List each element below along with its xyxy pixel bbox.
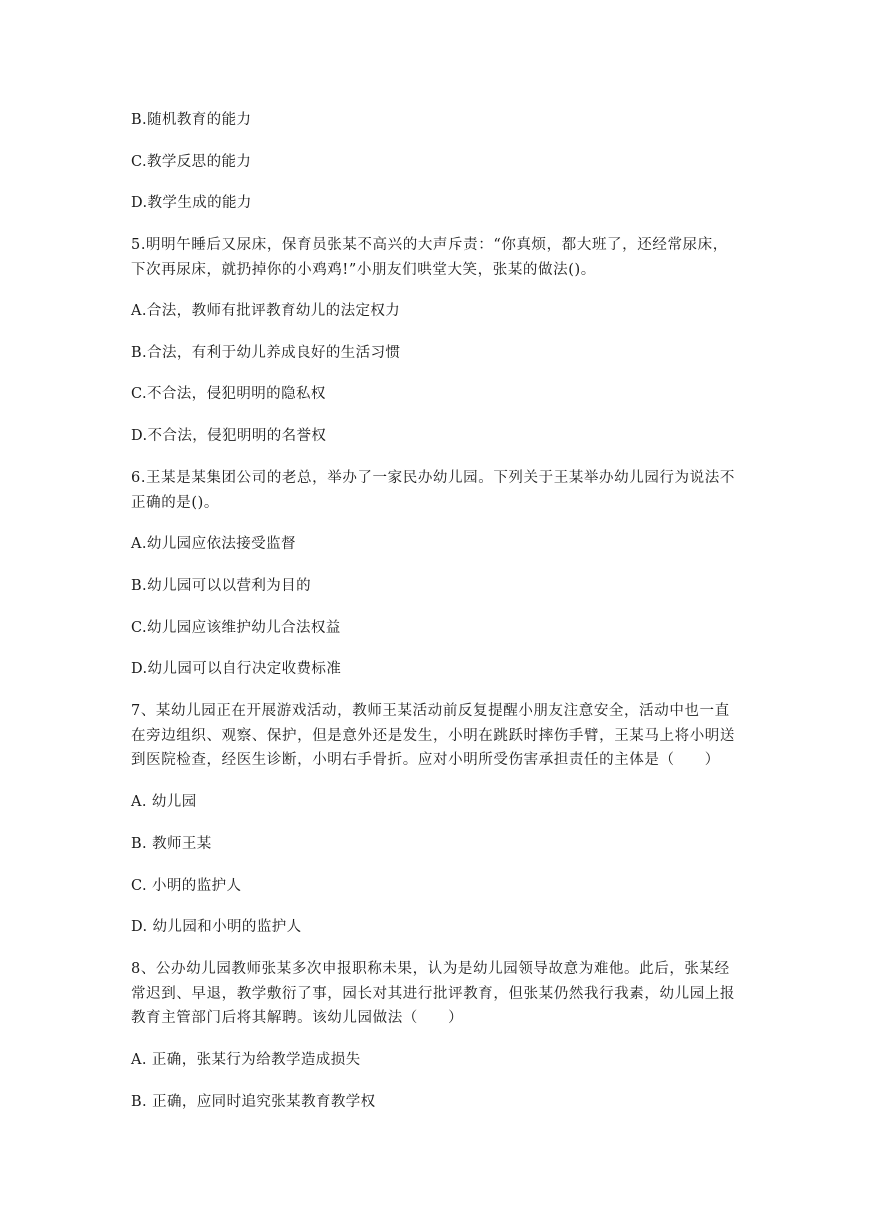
q6-stem-line2: 正确的是()。: [131, 495, 220, 511]
q4-option-b: B.随机教育的能力: [131, 112, 252, 128]
q6-option-a: A.幼儿园应依法接受监督: [131, 536, 296, 552]
q5-stem-line1: 5.明明午睡后又尿床，保育员张某不高兴的大声斥责：“你真烦，都大班了，还经常尿床，: [131, 237, 728, 253]
q5-option-c: C.不合法，侵犯明明的隐私权: [131, 386, 326, 402]
q8-stem-line3: 教育主管部门后将其解聘。该幼儿园做法（ ）: [131, 1010, 464, 1026]
q7-option-d: D. 幼儿园和小明的监护人: [131, 919, 302, 935]
q8-stem-line2: 常迟到、早退，教学敷衍了事，园长对其进行批评教育，但张某仍然我行我素，幼儿园上报: [131, 986, 735, 1002]
q5-option-a: A.合法，教师有批评教育幼儿的法定权力: [131, 303, 401, 319]
q4-option-d: D.教学生成的能力: [131, 195, 252, 211]
q4-option-c: C.教学反思的能力: [131, 154, 252, 170]
q5-option-d: D.不合法，侵犯明明的名誉权: [131, 428, 327, 444]
q7-option-a: A. 幼儿园: [131, 794, 197, 810]
q7-stem-line3: 到医院检查，经医生诊断，小明右手骨折。应对小明所受伤害承担责任的主体是（ ）: [131, 752, 720, 768]
q7-stem-line2: 在旁边组织、观察、保护，但是意外还是发生，小明在跳跃时摔伤手臂，王某马上将小明送: [131, 728, 735, 744]
q6-stem-line1: 6.王某是某集团公司的老总，举办了一家民办幼儿园。下列关于王某举办幼儿园行为说法不: [131, 470, 735, 486]
q8-option-a: A. 正确，张某行为给教学造成损失: [131, 1052, 361, 1068]
q5-option-b: B.合法，有利于幼儿养成良好的生活习惯: [131, 345, 401, 361]
q6-option-c: C.幼儿园应该维护幼儿合法权益: [131, 620, 341, 636]
q8-stem-line1: 8、公办幼儿园教师张某多次申报职称未果，认为是幼儿园领导故意为难他。此后，张某经: [131, 961, 730, 977]
q6-option-d: D.幼儿园可以自行决定收费标准: [131, 661, 342, 677]
q7-option-c: C. 小明的监护人: [131, 878, 242, 894]
q6-option-b: B.幼儿园可以以营利为目的: [131, 578, 311, 594]
q7-stem-line1: 7、某幼儿园正在开展游戏活动，教师王某活动前反复提醒小朋友注意安全，活动中也一直: [131, 703, 730, 719]
q7-option-b: B. 教师王某: [131, 836, 212, 852]
q5-stem-line2: 下次再尿床，就扔掉你的小鸡鸡!”小朋友们哄堂大笑，张某的做法()。: [131, 262, 596, 278]
q8-option-b: B. 正确，应同时追究张某教育教学权: [131, 1094, 376, 1110]
